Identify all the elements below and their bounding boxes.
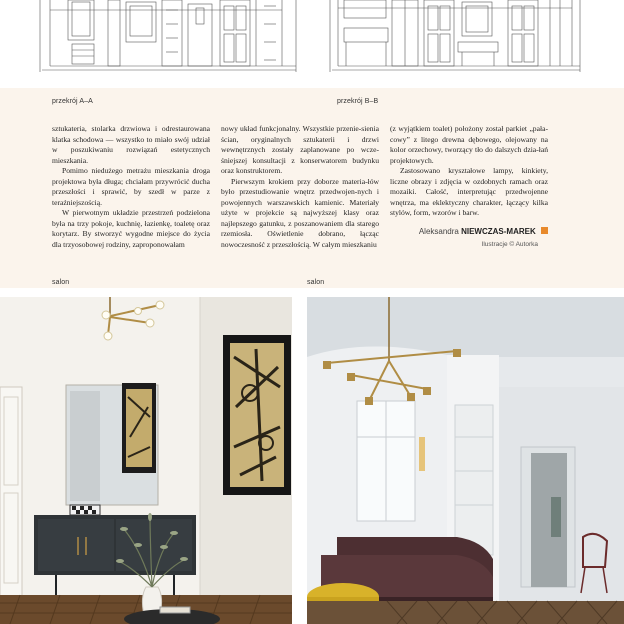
living-room-photo-left — [0, 297, 292, 624]
living-room-left-illustration — [0, 297, 292, 624]
article — [0, 88, 624, 288]
photo-left-caption: salon — [52, 279, 70, 286]
section-drawings-svg — [0, 0, 624, 88]
paragraph: Zastosowano kryształowe lampy, kinkiety, liczne obrazy i zdjęcia w ozdobnych ramach oraz mozaiki. Całość, interpretując przedwojenne wnętrza, ma eklektyczny charakter, łączący kilka stylów, form, wzorów i barw. — [390, 166, 548, 217]
article-column-2 — [221, 124, 379, 250]
author-signature — [390, 227, 548, 238]
author-first-name: Aleksandra — [418, 226, 459, 236]
living-room-photo-right — [307, 297, 624, 624]
section-b-caption: przekrój B–B — [337, 98, 379, 105]
paragraph: Pierwszym krokiem przy doborze materia-łów było przestudiowanie wnętrz przedwojen-nych i powojennych warszawskich kamienic. Materiały użyte w projekcie są najwyższej klasy oraz najlepszego gatunku, z poszanowaniem dla starego rzemiosła. Oświetlenie dobrano, łącząc nowoczesność z przeszłością. W całym mieszkaniu — [221, 176, 379, 249]
section-a-caption: przekrój A–A — [52, 98, 93, 105]
article-column-3 — [390, 124, 548, 251]
paragraph: W pierwotnym układzie przestrzeń podzielona była na trzy pokoje, kuchnię, łazienkę, toaletę oraz korytarz. By stworzyć wygodne miejsce do życia dla trzyosobowej rodziny, zaproponowałam — [52, 208, 210, 249]
author-last-name: NIEWCZAS-MAREK — [461, 226, 536, 236]
paragraph: nowy układ funkcjonalny. Wszystkie przenie-sienia ścian, oryginalnych sztukaterii i drzwi wewnętrznych zostały zaplanowane po wcze-śniejszej konsultacji z konserwatorem budynku oraz konstruktorem. — [221, 124, 379, 175]
paragraph: sztukateria, stolarka drzwiowa i odrestaurowana klatka schodowa — wszystko to miało swój udział w poszukiwaniu rozwiązań estetycznych mieszkania. — [52, 124, 210, 165]
article-column-1 — [52, 124, 210, 250]
paragraph: (z wyjątkiem toalet) położony został parkiet „pała-cowy” z litego drewna dębowego, olejowany na kolor orzechowy, tworzący tło do dalszych dzia-łań projektowych. — [390, 124, 548, 165]
photo-right-caption: salon — [307, 279, 325, 286]
accent-square-icon — [541, 227, 548, 234]
paragraph: Pomimo niedużego metrażu mieszkania droga projektowa była długa; chciałam przywrócić ducha przeszłości i sprawić, by szedł w parze z teraźniejszością. — [52, 166, 210, 207]
illustration-credit: Ilustracje © Autorka — [481, 241, 538, 248]
section-drawings — [0, 0, 624, 88]
living-room-right-illustration — [307, 297, 624, 624]
